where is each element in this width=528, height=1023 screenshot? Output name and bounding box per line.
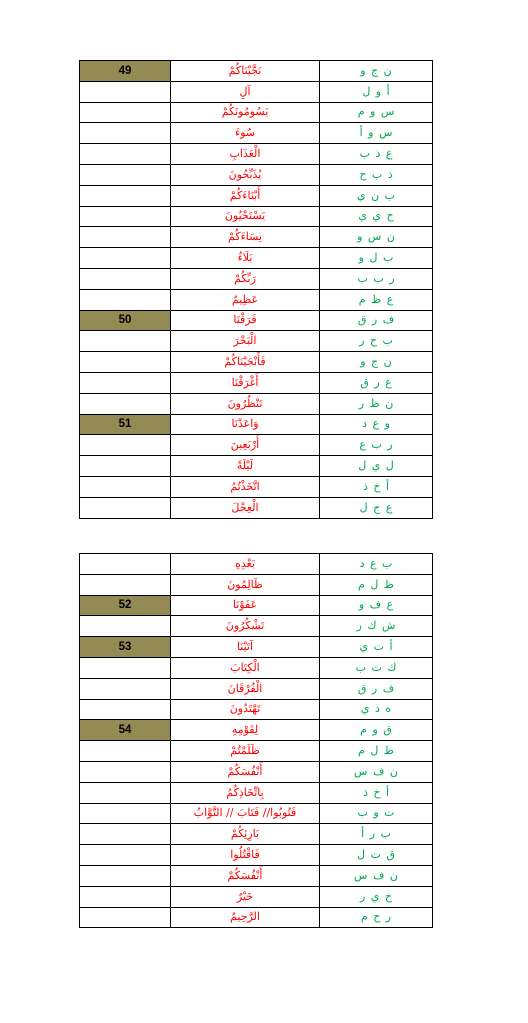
- root-letters-cell: أ خ ذ: [320, 782, 433, 803]
- root-letters-cell: ش ك ر: [320, 616, 433, 637]
- verse-number-empty-cell: [80, 657, 171, 678]
- root-letters-cell: ع ذ ب: [320, 144, 433, 165]
- root-letters-cell: ب ن ي: [320, 185, 433, 206]
- quran-word-cell: أَغْرَقْنَا: [171, 372, 320, 393]
- verse-number-empty-cell: [80, 227, 171, 248]
- quran-word-cell: نِسَاءَكُمْ: [171, 227, 320, 248]
- root-letters-cell: أ ت ي: [320, 637, 433, 658]
- quran-word-cell: فَأَنْجَيْنَاكُمْ: [171, 352, 320, 373]
- root-letters-cell: غ ر ق: [320, 372, 433, 393]
- root-letters-cell: خ ي ر: [320, 886, 433, 907]
- root-letters-cell: ب ر أ: [320, 824, 433, 845]
- table-row: [80, 865, 433, 886]
- root-letters-cell: ب ح ر: [320, 331, 433, 352]
- table-row: [80, 657, 433, 678]
- quran-word-cell: لَيْلَةً: [171, 456, 320, 477]
- table-row: [80, 102, 433, 123]
- root-letters-cell: ر ح م: [320, 907, 433, 928]
- table-row: [80, 574, 433, 595]
- root-letters-cell: س و م: [320, 102, 433, 123]
- table-row: [80, 123, 433, 144]
- table-row: [80, 414, 433, 435]
- verse-number-empty-cell: [80, 81, 171, 102]
- table-row: [80, 81, 433, 102]
- root-letters-cell: ن ج و: [320, 352, 433, 373]
- table-row: [80, 678, 433, 699]
- table-row: [80, 616, 433, 637]
- table-row: [80, 185, 433, 206]
- table-row: [80, 886, 433, 907]
- quran-word-cell: بَعْدِهِ: [171, 554, 320, 575]
- root-letters-cell: ل ي ل: [320, 456, 433, 477]
- quran-word-cell: نَجَّيْنَاكُمْ: [171, 61, 320, 82]
- root-letters-cell: ب ع د: [320, 554, 433, 575]
- quran-word-cell: الْفُرْقَانَ: [171, 678, 320, 699]
- quran-word-cell: تَنْظُرُونَ: [171, 393, 320, 414]
- root-letters-cell: ف ر ق: [320, 310, 433, 331]
- quran-word-cell: عَظِيمٌ: [171, 289, 320, 310]
- verse-number-empty-cell: [80, 331, 171, 352]
- quran-word-cell: آلِ: [171, 81, 320, 102]
- quran-word-cell: خَيْرٌ: [171, 886, 320, 907]
- table-row: [80, 637, 433, 658]
- quran-word-cell: أَرْبَعِينَ: [171, 435, 320, 456]
- verse-number-empty-cell: [80, 574, 171, 595]
- table-row: [80, 456, 433, 477]
- quran-word-cell: الْبَحْرَ: [171, 331, 320, 352]
- table-row: [80, 782, 433, 803]
- verse-number-empty-cell: [80, 144, 171, 165]
- table-row: [80, 476, 433, 497]
- quran-word-cell: بَارِئِكُمْ: [171, 824, 320, 845]
- verse-number-cell: 50: [80, 310, 171, 331]
- root-letters-cell: ذ ب ح: [320, 164, 433, 185]
- quran-word-cell: يَسْتَحْيُونَ: [171, 206, 320, 227]
- verse-number-empty-cell: [80, 185, 171, 206]
- quran-word-cell: الرَّحِيمُ: [171, 907, 320, 928]
- table-row: [80, 720, 433, 741]
- verse-number-empty-cell: [80, 248, 171, 269]
- root-letters-cell: ح ي ي: [320, 206, 433, 227]
- table-row: [80, 595, 433, 616]
- verse-number-empty-cell: [80, 782, 171, 803]
- table-row: [80, 761, 433, 782]
- verse-number-empty-cell: [80, 554, 171, 575]
- quran-word-cell: عَفَوْنَا: [171, 595, 320, 616]
- verse-number-cell: 54: [80, 720, 171, 741]
- quran-word-cell: فَرَقْنَا: [171, 310, 320, 331]
- root-letters-cell: ب ل و: [320, 248, 433, 269]
- quran-word-cell: فَاقْتُلُوا: [171, 845, 320, 866]
- verse-number-empty-cell: [80, 123, 171, 144]
- root-letters-cell: ع ظ م: [320, 289, 433, 310]
- vocabulary-table-1: [79, 60, 433, 519]
- table-row: [80, 352, 433, 373]
- table-row: [80, 144, 433, 165]
- quran-word-cell: الْعِجْلَ: [171, 497, 320, 518]
- verse-number-empty-cell: [80, 456, 171, 477]
- root-letters-cell: ر ب ع: [320, 435, 433, 456]
- root-letters-cell: أ و ل: [320, 81, 433, 102]
- quran-word-cell: تَهْتَدُونَ: [171, 699, 320, 720]
- verse-number-empty-cell: [80, 164, 171, 185]
- table-row: [80, 741, 433, 762]
- quran-word-cell: بِاتِّخَاذِكُمُ: [171, 782, 320, 803]
- verse-number-empty-cell: [80, 476, 171, 497]
- table-row: [80, 907, 433, 928]
- root-letters-cell: ق و م: [320, 720, 433, 741]
- quran-word-cell: ظَلَمْتُمْ: [171, 741, 320, 762]
- root-letters-cell: أ خ ذ: [320, 476, 433, 497]
- root-letters-cell: ظ ل م: [320, 741, 433, 762]
- verse-number-empty-cell: [80, 865, 171, 886]
- verse-number-empty-cell: [80, 206, 171, 227]
- table-row: [80, 164, 433, 185]
- root-letters-cell: ن ف س: [320, 865, 433, 886]
- vocabulary-table-2: [79, 553, 433, 928]
- table-row: [80, 331, 433, 352]
- table-row: [80, 845, 433, 866]
- verse-number-empty-cell: [80, 761, 171, 782]
- quran-word-cell: لِقَوْمِهِ: [171, 720, 320, 741]
- quran-word-cell: الْعَذَابِ: [171, 144, 320, 165]
- table-row: [80, 227, 433, 248]
- verse-number-empty-cell: [80, 824, 171, 845]
- quran-word-cell: يُذَبِّحُونَ: [171, 164, 320, 185]
- verse-number-empty-cell: [80, 741, 171, 762]
- table-row: [80, 497, 433, 518]
- root-letters-cell: ظ ل م: [320, 574, 433, 595]
- quran-word-cell: آتَيْنَا: [171, 637, 320, 658]
- quran-word-cell: أَنْفُسَكُمْ: [171, 761, 320, 782]
- quran-word-cell: ظَالِمُونَ: [171, 574, 320, 595]
- table-row: [80, 372, 433, 393]
- table-row: [80, 393, 433, 414]
- quran-word-cell: أَنْفُسَكُمْ: [171, 865, 320, 886]
- verse-number-cell: 51: [80, 414, 171, 435]
- root-letters-cell: ك ت ب: [320, 657, 433, 678]
- quran-word-cell: سُوءَ: [171, 123, 320, 144]
- root-letters-cell: ع ف و: [320, 595, 433, 616]
- verse-number-empty-cell: [80, 102, 171, 123]
- root-letters-cell: و ع د: [320, 414, 433, 435]
- root-letters-cell: ن ف س: [320, 761, 433, 782]
- quran-word-cell: اتَّخَذْتُمُ: [171, 476, 320, 497]
- verse-number-cell: 49: [80, 61, 171, 82]
- verse-number-cell: 53: [80, 637, 171, 658]
- quran-word-cell: فَتُوبُوا// فَتَابَ // التَّوَّابُ: [171, 803, 320, 824]
- verse-number-empty-cell: [80, 372, 171, 393]
- verse-number-empty-cell: [80, 435, 171, 456]
- verse-number-empty-cell: [80, 289, 171, 310]
- verse-number-empty-cell: [80, 907, 171, 928]
- quran-word-cell: يَسُومُونَكُمْ: [171, 102, 320, 123]
- root-letters-cell: ق ت ل: [320, 845, 433, 866]
- table-row: [80, 554, 433, 575]
- verse-number-empty-cell: [80, 803, 171, 824]
- verse-number-empty-cell: [80, 497, 171, 518]
- verse-number-empty-cell: [80, 616, 171, 637]
- verse-number-empty-cell: [80, 352, 171, 373]
- verse-number-empty-cell: [80, 845, 171, 866]
- verse-number-empty-cell: [80, 699, 171, 720]
- table-row: [80, 435, 433, 456]
- root-letters-cell: ن ظ ر: [320, 393, 433, 414]
- root-letters-cell: س و أ: [320, 123, 433, 144]
- root-letters-cell: ت و ب: [320, 803, 433, 824]
- quran-word-cell: الْكِتَابَ: [171, 657, 320, 678]
- table-row: [80, 803, 433, 824]
- root-letters-cell: ن س و: [320, 227, 433, 248]
- table-row: [80, 268, 433, 289]
- table-row: [80, 310, 433, 331]
- root-letters-cell: ن ج و: [320, 61, 433, 82]
- table-row: [80, 824, 433, 845]
- root-letters-cell: ر ب ب: [320, 268, 433, 289]
- root-letters-cell: ف ر ق: [320, 678, 433, 699]
- verse-number-empty-cell: [80, 393, 171, 414]
- root-letters-cell: ه د ي: [320, 699, 433, 720]
- table-row: [80, 61, 433, 82]
- root-letters-cell: ع ج ل: [320, 497, 433, 518]
- verse-number-empty-cell: [80, 268, 171, 289]
- verse-number-cell: 52: [80, 595, 171, 616]
- quran-word-cell: أَبْنَاءَكُمْ: [171, 185, 320, 206]
- quran-word-cell: تَشْكُرُونَ: [171, 616, 320, 637]
- table-row: [80, 289, 433, 310]
- quran-word-cell: وَاعَدْنَا: [171, 414, 320, 435]
- table-row: [80, 699, 433, 720]
- table-row: [80, 248, 433, 269]
- quran-word-cell: بَلَاءٌ: [171, 248, 320, 269]
- verse-number-empty-cell: [80, 886, 171, 907]
- table-row: [80, 206, 433, 227]
- quran-word-cell: رَبِّكُمْ: [171, 268, 320, 289]
- verse-number-empty-cell: [80, 678, 171, 699]
